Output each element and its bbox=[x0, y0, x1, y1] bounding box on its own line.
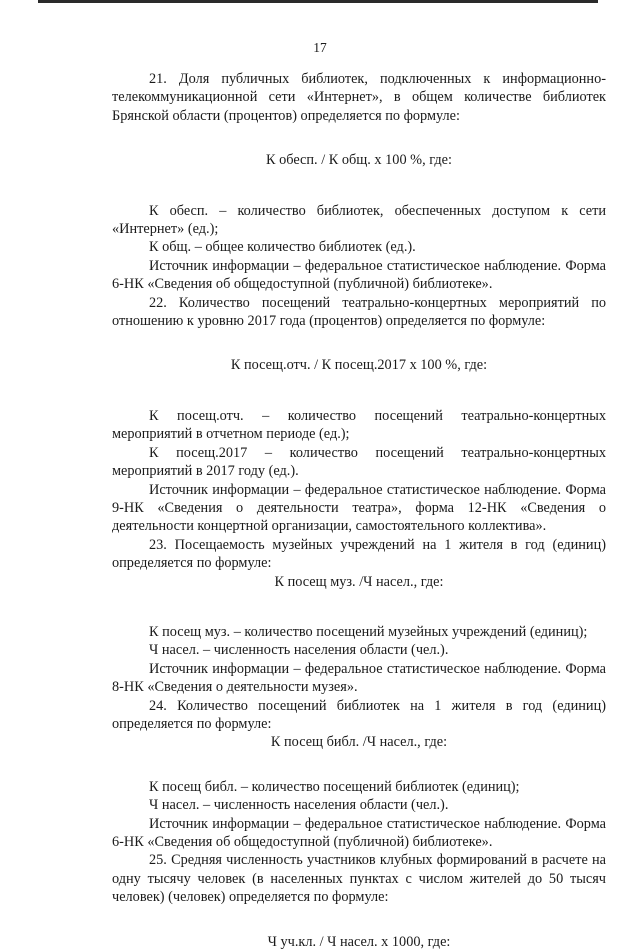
item-24-source: Источник информации – федеральное статистическое наблюдение. Форма 6-НК «Сведения об общедоступной (публичной) библиотеке». bbox=[112, 815, 606, 850]
item-21-heading: 21. Доля публичных библиотек, подключенных к информационно-телекоммуникационной сети «Интернет», в общем количестве библиотек Брянской области (процентов) определяется по формуле: bbox=[112, 71, 606, 124]
item-21-def-2: К общ. – общее количество библиотек (ед.). bbox=[149, 239, 416, 256]
item-23-source: Источник информации – федеральное статистическое наблюдение. Форма 8-НК «Сведения о деятельности музея». bbox=[112, 660, 606, 696]
item-21-source: Источник информации – федеральное статистическое наблюдение. Форма 6-НК «Сведения об общедоступной (публичной) библиотеке». bbox=[112, 257, 606, 293]
item-23-def-1: К посещ муз. – количество посещений музейных учреждений (единиц); bbox=[149, 623, 588, 640]
page-number: 17 bbox=[313, 40, 327, 55]
item-23-formula: К посещ муз. /Ч насел., где: bbox=[274, 573, 444, 590]
item-22-def-1: К посещ.отч. – количество посещений театрально-концертных мероприятий в отчетном периоде (ед.); bbox=[112, 407, 606, 443]
item-24-formula: К посещ библ. /Ч насел., где: bbox=[270, 734, 448, 751]
item-23-def-2: Ч насел. – численность населения области (чел.). bbox=[149, 642, 449, 659]
item-22-source: Источник информации – федеральное статистическое наблюдение. Форма 9-НК «Сведения о деятельности театра», форма 12-НК «Сведения о деятельности концертной организации, самостоятельного коллектива». bbox=[112, 481, 606, 535]
item-21-def-1: К обесп. – количество библиотек, обеспеченных доступом к сети «Интернет» (ед.); bbox=[112, 202, 606, 238]
item-25-heading: 25. Средняя численность участников клубных формирований в расчете на одну тысячу человек (в населенных пунктах с числом жителей до 50 тысяч человек) (человек) определяется по формуле: bbox=[112, 852, 606, 906]
item-22-def-2: К посещ.2017 – количество посещений театрально-концертных мероприятий в 2017 году (ед.). bbox=[112, 444, 606, 480]
item-24-def-1: К посещ библ. – количество посещений библиотек (единиц); bbox=[149, 778, 520, 795]
item-22-heading: 22. Количество посещений театрально-концертных мероприятий по отношению к уровню 2017 года (процентов) определяется по формуле: bbox=[112, 294, 606, 330]
item-22-formula: К посещ.отч. / К посещ.2017 х 100 %, где: bbox=[230, 357, 488, 374]
item-24-def-2: Ч насел. – численность населения области (чел.). bbox=[149, 797, 449, 814]
item-23-heading: 23. Посещаемость музейных учреждений на 1 жителя в год (единиц) определяется по формуле: bbox=[112, 536, 606, 572]
item-25-formula: Ч уч.кл. / Ч насел. х 1000, где: bbox=[267, 933, 451, 950]
document-body bbox=[112, 70, 606, 951]
item-24-heading: 24. Количество посещений библиотек на 1 жителя в год (единиц) определяется по формуле: bbox=[112, 697, 606, 732]
item-21-formula: К обесп. / К общ. х 100 %, где: bbox=[266, 152, 452, 169]
scan-edge-line bbox=[38, 0, 598, 3]
